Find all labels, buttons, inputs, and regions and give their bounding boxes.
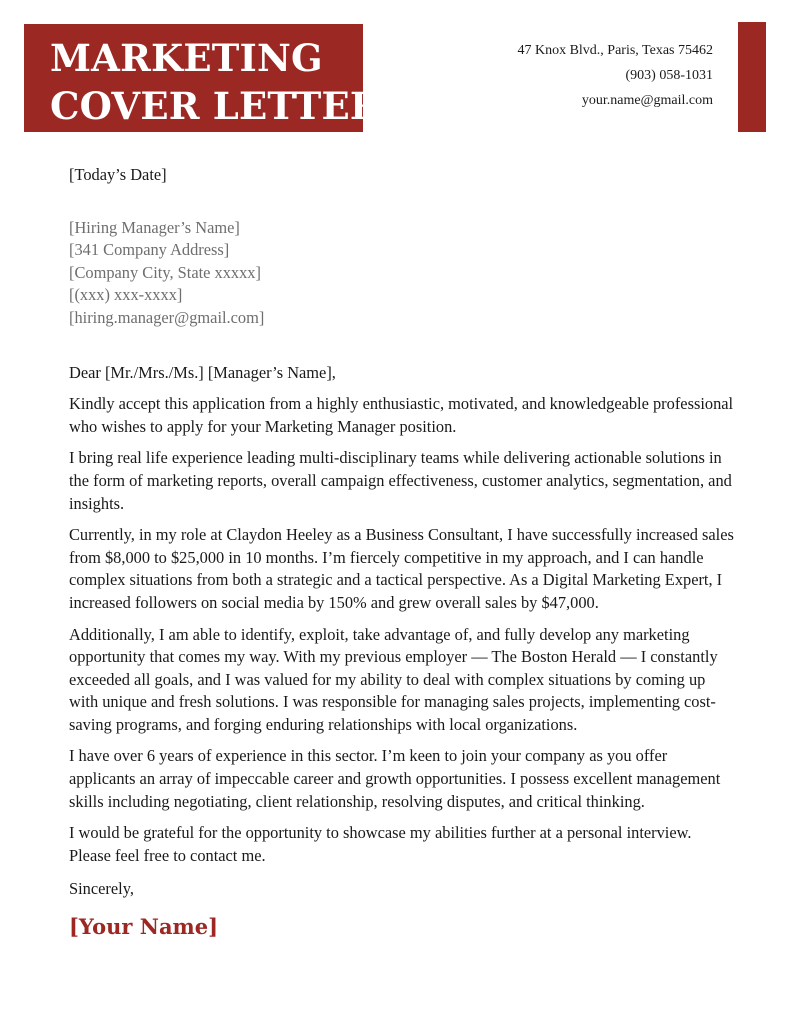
closing: Sincerely, [69, 879, 134, 899]
sender-phone: (903) 058-1031 [625, 68, 713, 83]
body-paragraph: Additionally, I am able to identify, exploit, take advantage of, and fully develop any marketing opportunity that comes my way. With my previous employer — The Boston Herald — I constantly exceeded all goals, and I was valued for my ability to deal with complex situations by coming up with unique and fresh solutions. I was responsible for managing sales projects, implementing cost-saving programs, and forging enduring relationships with local organizations. [69, 624, 718, 734]
recipient-block [69, 217, 735, 330]
title-line-1: MARKETING [50, 36, 323, 80]
sender-contact-block [517, 38, 713, 113]
body-paragraph: I have over 6 years of experience in this sector. I’m keen to join your company as you offer applicants an array of impeccable career and growth opportunities. I possess excellent management skills including negotiating, client relationship, resolving disputes, and critical thinking. [69, 746, 721, 811]
sender-email: your.name@gmail.com [581, 93, 713, 108]
recipient-email: [hiring.manager@gmail.com] [69, 307, 265, 327]
letter-title-banner [24, 24, 381, 132]
body-paragraph: Kindly accept this application from a highly enthusiastic, motivated, and knowledgeable professional who wishes to apply for your Marketing Manager position. [69, 394, 734, 436]
letter-body [69, 164, 735, 941]
recipient-city: [Company City, State xxxxx] [69, 262, 261, 282]
salutation: Dear [Mr./Mrs./Ms.] [Manager’s Name], [69, 362, 336, 382]
title-line-2: COVER LETTER [50, 84, 381, 128]
letter-date: [Today’s Date] [69, 165, 167, 184]
body-paragraph: I bring real life experience leading multi-disciplinary teams while delivering actionable solutions in the form of marketing reports, overall campaign effectiveness, customer analytics, segmentation, and insights. [69, 448, 732, 513]
recipient-phone: [(xxx) xxx-xxxx] [69, 285, 183, 305]
body-paragraph: I would be grateful for the opportunity to showcase my abilities further at a personal interview. Please feel free to contact me. [69, 823, 692, 865]
signature-name: [Your Name] [69, 914, 219, 940]
decorative-accent-bar [738, 22, 766, 132]
sender-address: 47 Knox Blvd., Paris, Texas 75462 [517, 43, 713, 58]
recipient-address: [341 Company Address] [69, 240, 230, 260]
recipient-name: [Hiring Manager’s Name] [69, 217, 240, 237]
body-paragraph: Currently, in my role at Claydon Heeley as a Business Consultant, I have successfully increased sales from $8,000 to $25,000 in 10 months. I’m fiercely competitive in my approach, and I can handle complex situations from both a strategic and a tactical perspective. As a Digital Marketing Expert, I increased followers on social media by 150% and grew overall sales by $47,000. [69, 525, 734, 612]
